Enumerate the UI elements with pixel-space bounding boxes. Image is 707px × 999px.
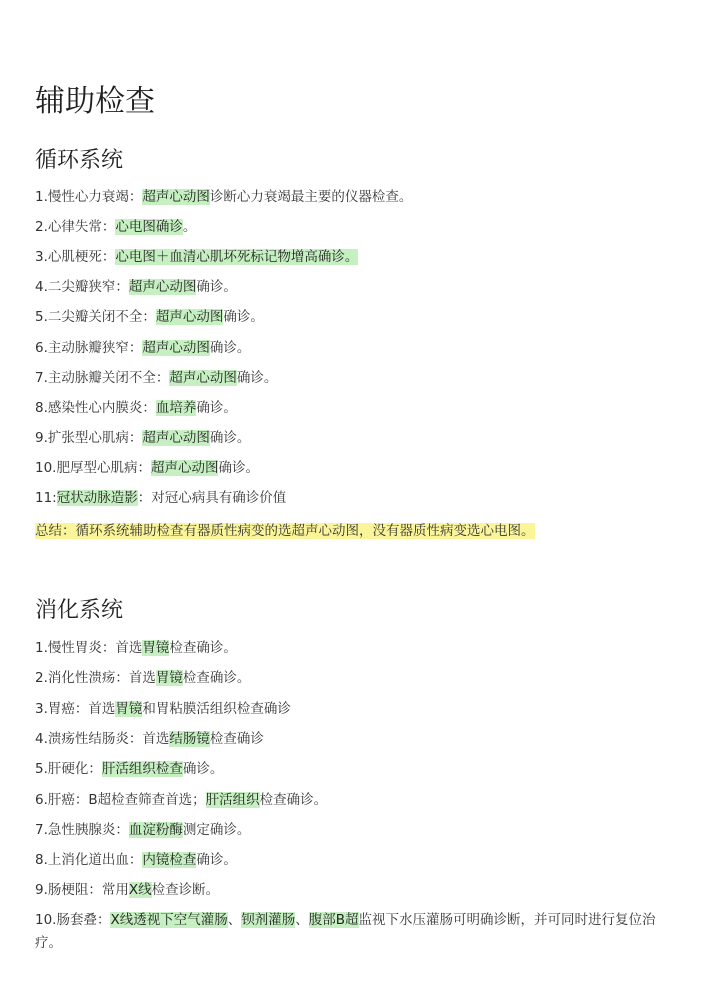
item-text: 、 (295, 911, 309, 928)
item-text: 确诊。 (236, 369, 278, 386)
item-text: 5.肝硬化： (35, 761, 102, 778)
item-text: 7.急性胰腺炎： (35, 821, 129, 838)
highlighted-term: 超声心动图 (142, 429, 210, 446)
highlighted-term: X线 (128, 882, 152, 899)
list-item (35, 305, 680, 329)
highlighted-term: 肝活组织检查 (101, 761, 183, 778)
list-item (35, 666, 680, 690)
list-item (35, 336, 680, 360)
highlighted-term: 胃镜 (115, 700, 143, 717)
summary-highlight: 总结：循环系统辅助检查有器质性病变的选超声心动图，没有器质性病变选心电图。 (35, 523, 535, 539)
item-text: 检查确诊 (209, 730, 264, 747)
list-item (35, 245, 680, 269)
highlighted-term: 内镜检查 (142, 852, 197, 869)
page-title: 辅助检查 (35, 84, 155, 119)
item-text: 监视下水压灌肠可明确诊断，并可同时进行复位治疗。 (35, 911, 656, 951)
item-text: 2.心律失常： (35, 219, 116, 236)
highlighted-term: 钡剂灌肠 (241, 911, 296, 928)
list-item (35, 878, 680, 902)
item-text: 。 (182, 219, 197, 236)
item-text: 10.肠套叠： (35, 911, 111, 928)
list-item (35, 456, 680, 480)
item-text: 、 (227, 911, 242, 928)
item-text: 5.二尖瓣关闭不全： (35, 309, 156, 326)
list-item (35, 848, 680, 872)
item-text: 8.感染性心内膜炎： (35, 399, 156, 416)
section-heading-digestive: 消化系统 (35, 598, 124, 623)
item-text: 和胃粘膜活组织检查确诊 (142, 700, 291, 717)
list-item (35, 275, 680, 299)
list-item (35, 215, 680, 239)
highlighted-term: 超声心动图 (142, 339, 210, 356)
highlighted-term: 血淀粉酶 (128, 821, 183, 838)
item-text: 检查确诊。 (169, 640, 237, 656)
item-text: 1.慢性胃炎：首选 (35, 640, 143, 656)
item-text: 3.胃癌：首选 (35, 700, 116, 717)
list-item (35, 636, 680, 660)
highlighted-term: 超声心动图 (169, 369, 237, 386)
highlighted-term: 超声心动图 (150, 459, 219, 476)
list-item (35, 818, 680, 842)
item-text: 检查确诊。 (259, 791, 328, 808)
list-item (35, 727, 680, 751)
highlighted-term: 血培养 (155, 399, 197, 416)
item-text: 10.肥厚型心肌病： (35, 459, 151, 476)
highlighted-term: X线透视下空气灌肠 (110, 911, 228, 928)
item-text: 9.扩张型心肌病： (35, 429, 143, 446)
highlighted-term: 超声心动图 (142, 189, 210, 205)
list-item (35, 909, 680, 955)
item-text: 确诊。 (209, 339, 251, 356)
highlighted-term: 肝活组织 (205, 791, 260, 808)
item-text: 测定确诊。 (182, 821, 251, 838)
summary-line (35, 519, 680, 543)
list-item (35, 366, 680, 390)
list-item (35, 486, 680, 510)
item-text: 确诊。 (182, 761, 224, 778)
highlighted-term: 结肠镜 (169, 730, 210, 747)
item-text: 1.慢性心力衰竭： (35, 189, 143, 205)
highlighted-term: 超声心动图 (128, 279, 197, 296)
item-text: 确诊。 (223, 309, 264, 326)
highlighted-term: 腹部B超 (308, 911, 359, 928)
list-item (35, 396, 680, 420)
highlighted-term: 冠状动脉造影 (56, 490, 138, 506)
item-text: 7.主动脉瓣关闭不全： (35, 369, 170, 386)
list-item (35, 757, 680, 781)
highlighted-term: 心电图＋血清心肌坏死标记物增高确诊。 (115, 249, 359, 266)
item-text: 3.心肌梗死： (35, 249, 116, 266)
item-text: 确诊。 (218, 459, 259, 476)
item-text: 11: (35, 490, 57, 506)
item-text: 确诊。 (196, 399, 237, 416)
item-text: 4.二尖瓣狭窄： (35, 279, 129, 296)
item-text: 检查诊断。 (151, 882, 220, 899)
item-text: 诊断心力衰竭最主要的仪器检查。 (209, 189, 413, 205)
item-text: 6.主动脉瓣狭窄： (35, 339, 143, 356)
list-item (35, 185, 680, 209)
list-item (35, 426, 680, 450)
item-text: ：对冠心病具有确诊价值 (137, 490, 287, 506)
highlighted-term: 超声心动图 (155, 309, 224, 326)
item-text: 确诊。 (209, 429, 251, 446)
item-text: 4.溃疡性结肠炎：首选 (35, 730, 170, 747)
section-heading-circulatory: 循环系统 (35, 148, 124, 173)
highlighted-term: 心电图确诊 (115, 219, 183, 236)
list-item (35, 788, 680, 812)
item-text: 检查确诊。 (182, 670, 251, 687)
list-item (35, 697, 680, 721)
highlighted-term: 胃镜 (155, 670, 183, 687)
item-text: 6.肝癌：B超检查筛查首选； (35, 791, 206, 808)
item-text: 9.肠梗阻：常用 (35, 882, 129, 899)
item-text: 确诊。 (196, 279, 237, 296)
highlighted-term: 胃镜 (142, 640, 170, 656)
item-text: 确诊。 (196, 852, 237, 869)
item-text: 2.消化性溃疡：首选 (35, 670, 156, 687)
item-text: 8.上消化道出血： (35, 852, 143, 869)
